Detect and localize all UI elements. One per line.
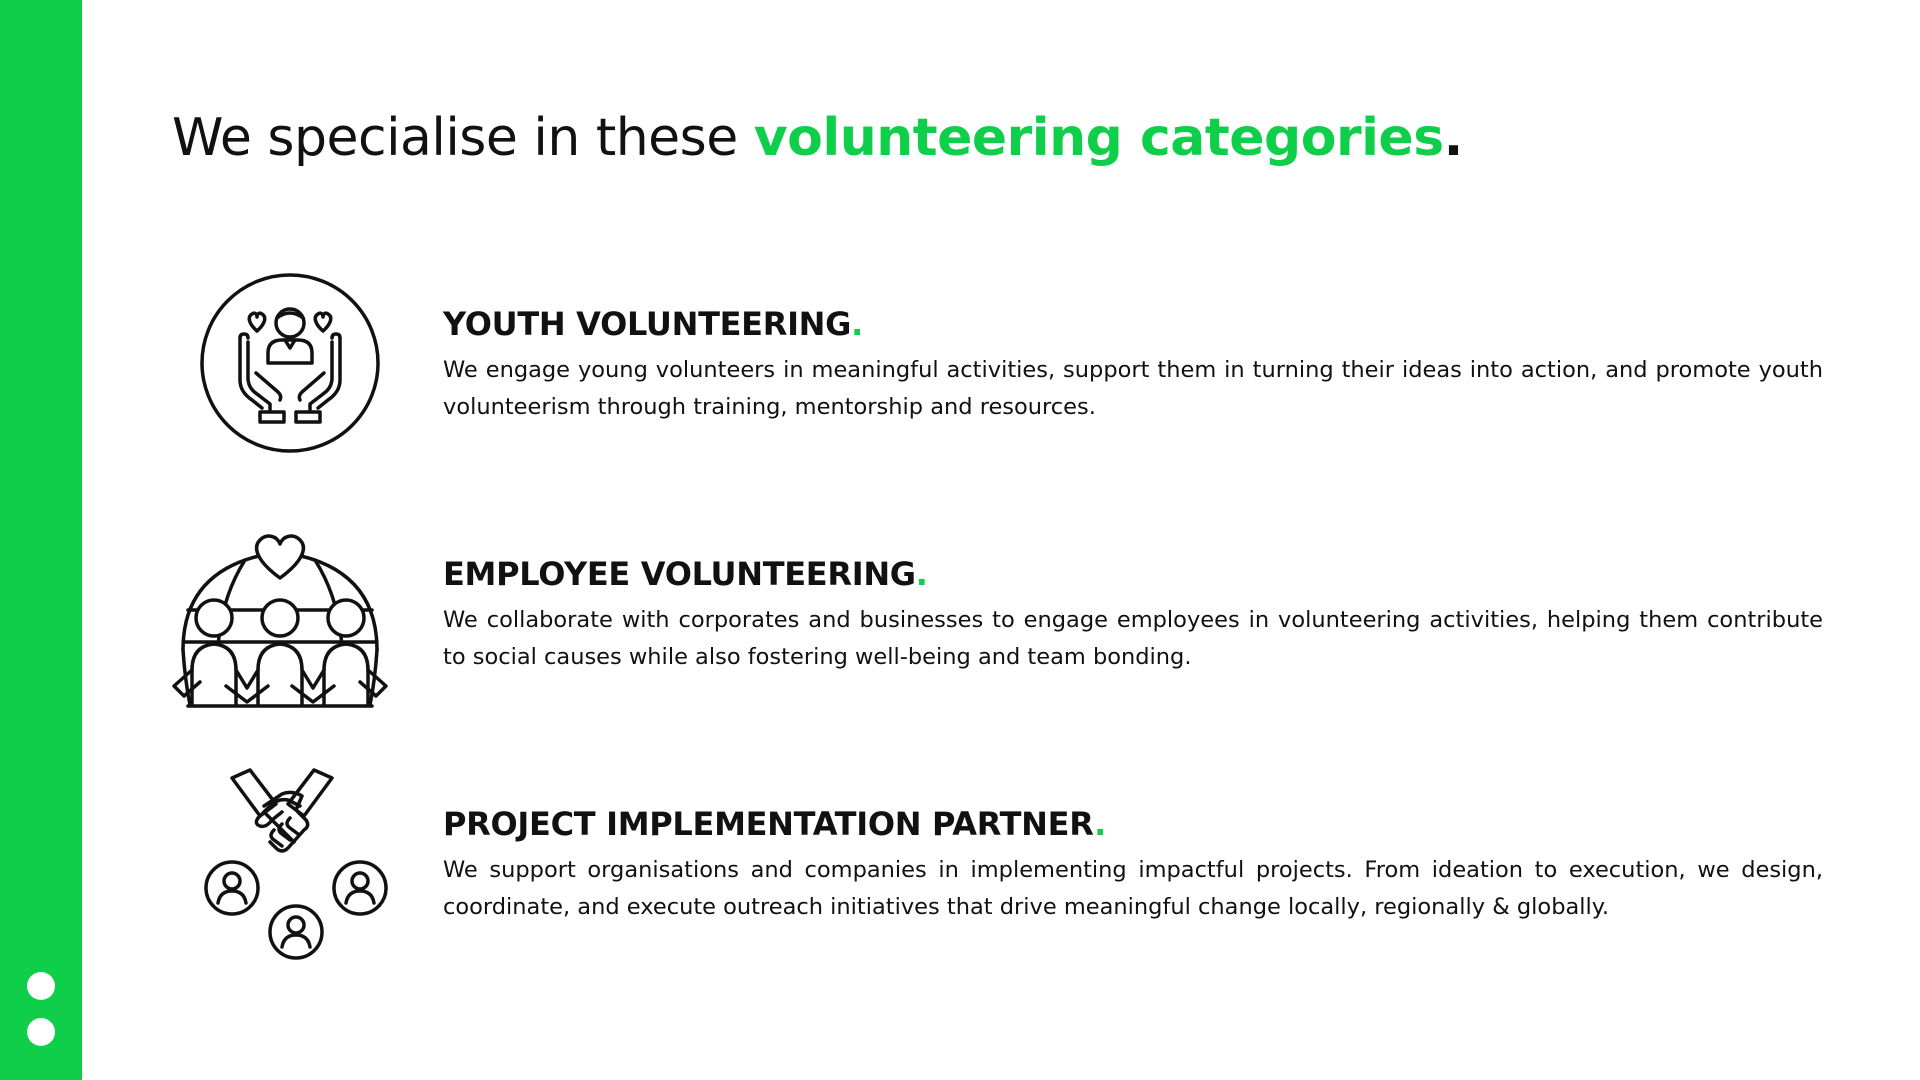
handshake-network-icon [160,760,400,980]
page-title [172,108,1463,168]
category-youth-volunteering [160,260,1830,480]
category-title-dot: . [1094,805,1106,843]
title-highlight: volunteering categories [753,108,1444,168]
title-period: . [1443,108,1463,168]
category-title [443,805,1106,843]
category-title-text: YOUTH VOLUNTEERING [443,305,852,343]
title-prefix: We specialise in these [172,108,754,168]
category-description: We collaborate with corporates and businesses to engage employees in volunteering activities, helping them contribute to social causes while also fostering well-being and team bonding. [443,607,1823,670]
category-title-dot: . [851,305,863,343]
slide-nav-dot-2 [27,1018,55,1046]
slide-nav-dot-1 [27,972,55,1000]
category-title [443,305,863,343]
category-title-text: EMPLOYEE VOLUNTEERING [443,555,916,593]
category-title-text: PROJECT IMPLEMENTATION PARTNER [443,805,1095,843]
accent-sidebar [0,0,82,1080]
category-title-dot: . [915,555,928,593]
category-description: We support organisations and companies in implementing impactful projects. From ideation to execution, we design, coordinate, and execute outreach initiatives that drive meaningful change locally, regionally & globally. [443,857,1823,920]
category-project-implementation-partner [160,760,1830,980]
category-description: We engage young volunteers in meaningful activities, support them in turning their ideas into action, and promote youth volunteerism through training, mentorship and resources. [443,357,1823,420]
team-globe-heart-icon [160,510,400,730]
category-title [443,555,928,593]
category-employee-volunteering [160,510,1830,730]
hands-holding-person-icon [160,260,400,480]
